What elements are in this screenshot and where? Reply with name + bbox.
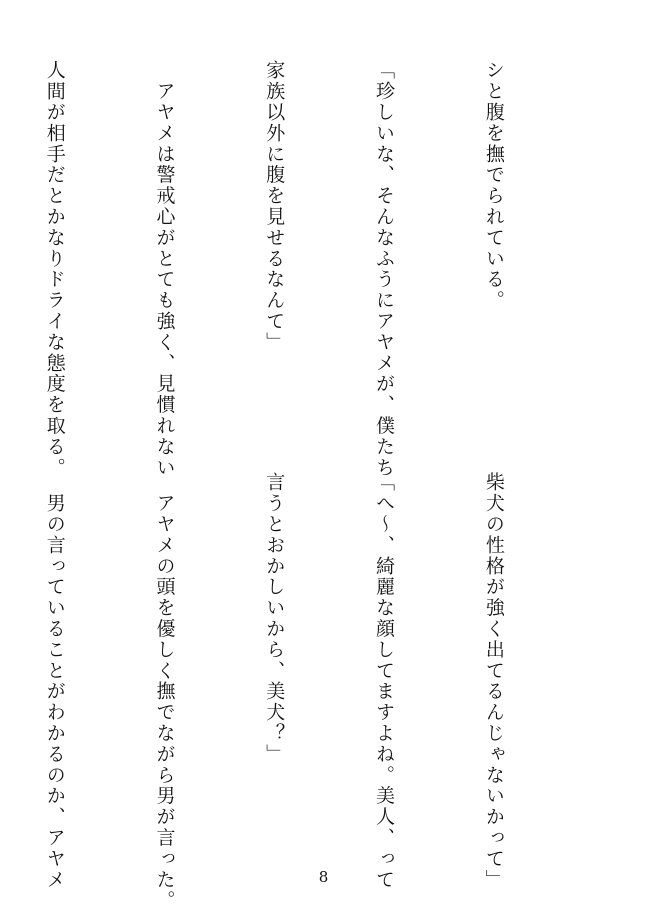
text-line: 家族以外に腹を見せるなんて」 [263,60,286,353]
text-line: 「へ～、綺麗な顔してますよね。美人、って [373,472,396,890]
text-line: 「珍しいな、そんなふうにアヤメが、僕たち [373,60,396,478]
text-line: 男の言っていることがわかるのか、アヤメ [43,472,66,890]
text-line: 言うとおかしいから、美犬？」 [263,472,286,765]
text-line: 柴犬の性格が強く出てるんじゃないかって」 [482,472,505,890]
lower-text-block [0,472,585,911]
text-line: 人間が相手だとかなりドライな態度を取る。 [43,60,66,478]
text-line: アヤメは警戒心がとても強く、見慣れない [153,60,176,478]
text-line: アヤメの頭を優しく撫でながら男が言った。 [153,472,176,911]
page-number: 8 [318,868,329,886]
upper-text-block [0,60,585,478]
text-line: シと腹を撫でられている。 [482,60,505,311]
